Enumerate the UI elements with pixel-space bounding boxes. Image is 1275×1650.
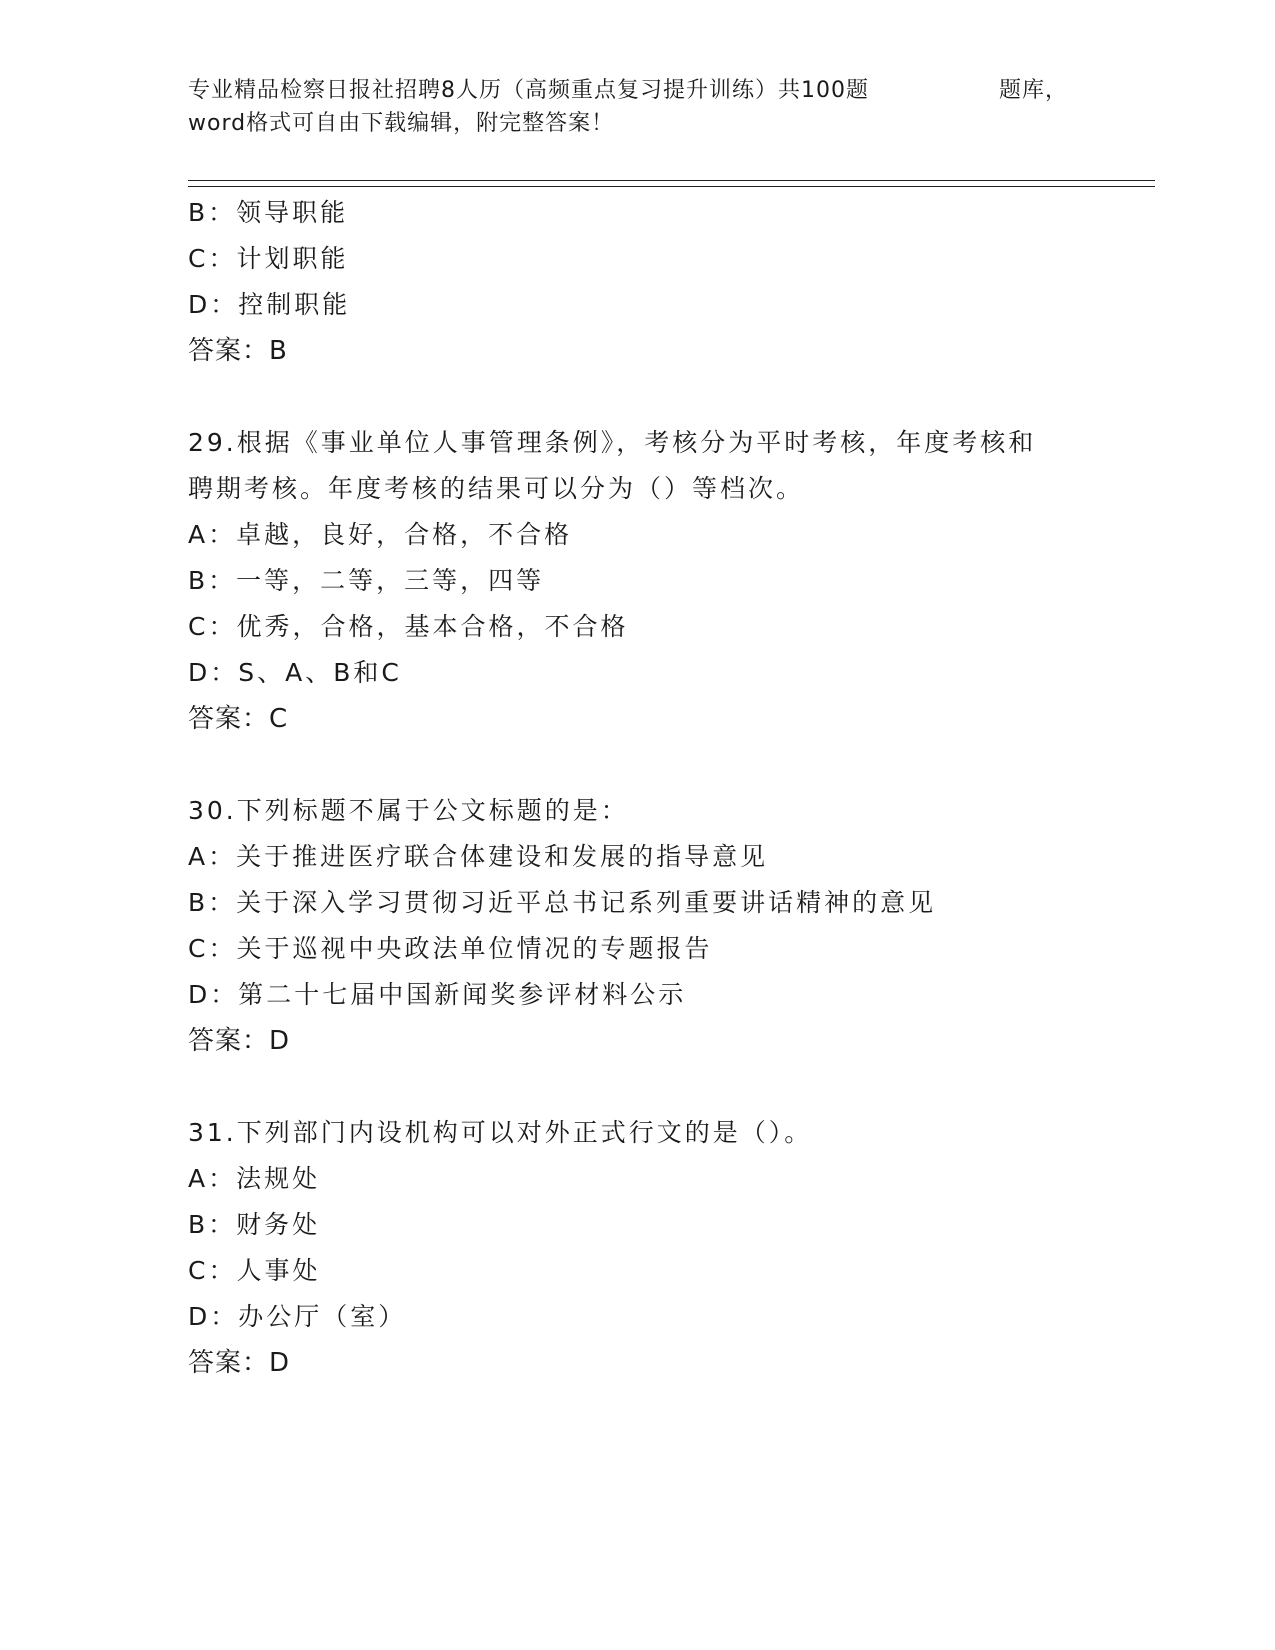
spacer <box>188 1064 1088 1110</box>
option-c: C：关于巡视中央政法单位情况的专题报告 <box>188 934 713 963</box>
header-title-suffix: 题库， <box>998 78 1068 103</box>
question-29 <box>188 420 1088 742</box>
question-list <box>188 190 1088 1386</box>
option-b: B：财务处 <box>188 1210 321 1239</box>
option-a: A：关于推进医疗联合体建设和发展的指导意见 <box>188 842 769 871</box>
option-b: B：领导职能 <box>188 198 349 227</box>
option-b: B：关于深入学习贯彻习近平总书记系列重要讲话精神的意见 <box>188 888 937 917</box>
answer: 答案：C <box>188 704 289 734</box>
header-title: 专业精品检察日报社招聘8人历（高频重点复习提升训练）共100题 <box>188 78 869 103</box>
option-d: D：控制职能 <box>188 290 351 319</box>
option-d: D：第二十七届中国新闻奖参评材料公示 <box>188 980 687 1009</box>
option-c: C：计划职能 <box>188 244 349 273</box>
question-31 <box>188 1110 1088 1386</box>
header-divider-bottom <box>188 186 1155 187</box>
question-30 <box>188 788 1088 1064</box>
question-28-continued <box>188 190 1088 374</box>
header-line-1 <box>188 74 1068 107</box>
header-divider-top <box>188 180 1155 181</box>
option-d: D：S、A、B和C <box>188 658 402 687</box>
option-a: A：法规处 <box>188 1164 321 1193</box>
question-text-line: 31.下列部门内设机构可以对外正式行文的是（）。 <box>188 1118 813 1147</box>
option-c: C：优秀，合格，基本合格，不合格 <box>188 612 629 641</box>
option-d: D：办公厅（室） <box>188 1302 407 1331</box>
question-text-line: 29.根据《事业单位人事管理条例》，考核分为平时考核，年度考核和 <box>188 428 1037 457</box>
question-text-line: 30.下列标题不属于公文标题的是： <box>188 796 629 825</box>
question-text-line: 聘期考核。年度考核的结果可以分为（）等档次。 <box>188 474 805 503</box>
option-b: B：一等，二等，三等，四等 <box>188 566 545 595</box>
option-c: C：人事处 <box>188 1256 321 1285</box>
spacer <box>188 742 1088 788</box>
answer: 答案：D <box>188 1348 291 1378</box>
answer: 答案：B <box>188 336 288 366</box>
header-subtitle: word格式可自由下载编辑，附完整答案！ <box>188 111 615 136</box>
spacer <box>188 374 1088 420</box>
document-header <box>188 74 1068 140</box>
answer: 答案：D <box>188 1026 291 1056</box>
option-a: A：卓越，良好，合格，不合格 <box>188 520 573 549</box>
